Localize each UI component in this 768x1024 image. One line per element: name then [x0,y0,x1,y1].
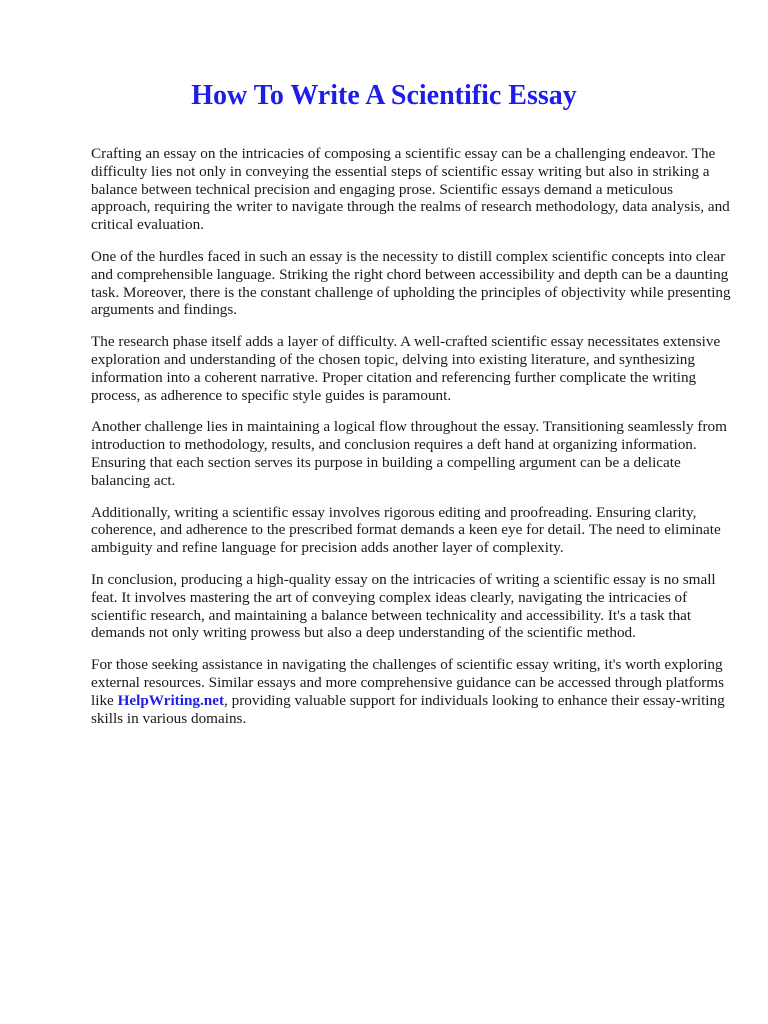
paragraph-7-text-after-link: , providing valuable support for individuals looking to enhance their essay-writing skills in various domains. [91,691,725,727]
essay-body [91,145,731,741]
paragraph-7-text-before-link: For those seeking assistance in navigating the challenges of scientific essay writing, it's worth exploring external resources. Similar essays and more comprehensive guidance can be accessed through platforms like [91,656,725,709]
paragraph-6: In conclusion, producing a high-quality essay on the intricacies of writing a scientific essay is no small feat. It involves mastering the art of conveying complex ideas clearly, navigating the intricacies of scientific research, and maintaining a balance between technicality and accessibility. It's a task that demands not only writing prowess but also a deep understanding of the scientific method. [91,570,716,642]
paragraph-1: Crafting an essay on the intricacies of composing a scientific essay can be a challenging endeavor. The difficulty lies not only in conveying the essential steps of scientific essay writing but also in striking a balance between technical precision and engaging prose. Scientific essays demand a meticulous approach, requiring the writer to navigate through the realms of research methodology, data analysis, and critical evaluation. [91,145,730,234]
paragraph-4: Another challenge lies in maintaining a logical flow throughout the essay. Transitioning seamlessly from introduction to methodology, results, and conclusion requires a deft hand at organizing information. Ensuring that each section serves its purpose in building a compelling argument can be a delicate balancing act. [91,418,727,489]
paragraph-2: One of the hurdles faced in such an essay is the necessity to distill complex scientific concepts into clear and comprehensible language. Striking the right chord between accessibility and depth can be a daunting task. Moreover, there is the constant challenge of upholding the principles of objectivity while presenting arguments and findings. [91,247,731,319]
page-title: How To Write A Scientific Essay [191,80,577,111]
helpwriting-link[interactable]: HelpWriting.net [117,691,225,709]
paragraph-7 [91,656,731,727]
paragraph-3: The research phase itself adds a layer of difficulty. A well-crafted scientific essay necessitates extensive exploration and understanding of the chosen topic, delving into existing literature, and synthesizing information into a coherent narrative. Proper citation and referencing further complicate the writing process, as adherence to specific style guides is paramount. [91,333,721,404]
paragraph-5: Additionally, writing a scientific essay involves rigorous editing and proofreading. Ensuring clarity, coherence, and adherence to the prescribed format demands a keen eye for detail. The need to eliminate ambiguity and refine language for precision adds another layer of complexity. [91,503,721,557]
